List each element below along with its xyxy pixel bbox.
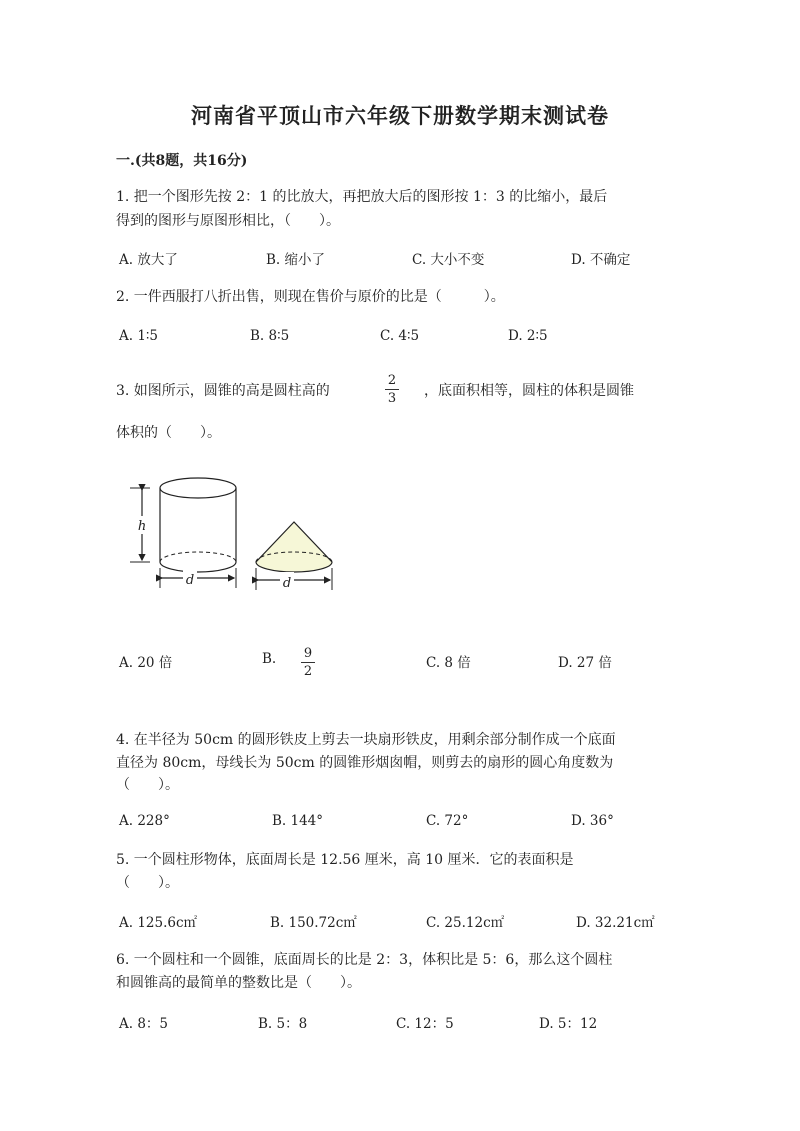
height-label: h	[137, 519, 147, 534]
question-5-option-c[interactable]: C. 25.12c㎡	[426, 915, 505, 931]
question-5-option-d[interactable]: D. 32.21c㎡	[576, 915, 655, 931]
fraction-bar	[301, 662, 315, 663]
question-5-line-1: 5. 一个圆柱形物体，底面周长是 12.56 厘米，高 10 厘米．它的表面积是	[116, 852, 574, 868]
question-3-line-1-after: ，底面积相等，圆柱的体积是圆锥	[424, 383, 634, 399]
question-3-option-b[interactable]: B.	[262, 651, 277, 667]
question-2-option-d[interactable]: D. 2∶5	[508, 328, 548, 344]
question-2-option-c[interactable]: C. 4∶5	[380, 328, 420, 344]
fraction-bar	[385, 389, 399, 390]
question-2-line-1: 2. 一件西服打八折出售，则现在售价与原价的比是（ ）。	[116, 289, 505, 305]
question-4-line-2: 直径为 80cm，母线长为 50cm 的圆锥形烟囱帽，则剪去的扇形的圆心角度数为	[116, 755, 614, 771]
question-4-line-3: （ ）。	[116, 777, 179, 793]
question-4-line-1: 4. 在半径为 50cm 的圆形铁皮上剪去一块扇形铁皮，用剩余部分制作成一个底面	[116, 732, 616, 748]
question-3-line-1-before: 3. 如图所示，圆锥的高是圆柱高的	[116, 383, 330, 399]
question-3-option-a[interactable]: A. 20 倍	[119, 655, 173, 671]
question-5-option-b[interactable]: B. 150.72c㎡	[270, 915, 357, 931]
question-6-line-1: 6. 一个圆柱和一个圆锥，底面周长的比是 2：3，体积比是 5：6，那么这个圆柱	[116, 952, 613, 968]
cone-shape	[256, 522, 332, 572]
question-3-fraction	[385, 373, 399, 406]
question-5-line-2: （ ）。	[116, 875, 179, 891]
question-1-option-a[interactable]: A. 放大了	[119, 252, 178, 268]
page-title: 河南省平顶山市六年级下册数学期末测试卷	[191, 103, 609, 128]
question-5-option-a[interactable]: A. 125.6c㎡	[119, 915, 198, 931]
fraction-numerator: 9	[303, 646, 313, 661]
question-6-option-a[interactable]: A. 8：5	[119, 1016, 169, 1032]
question-1-option-b[interactable]: B. 缩小了	[266, 252, 326, 268]
question-3-option-c[interactable]: C. 8 倍	[426, 655, 471, 671]
cylinder-shape	[160, 478, 236, 572]
fraction-denominator: 2	[303, 664, 313, 679]
question-1-line-1: 1. 把一个图形先按 2：1 的比放大，再把放大后的图形按 1：3 的比缩小，最后	[116, 189, 608, 205]
question-2-option-a[interactable]: A. 1∶5	[119, 328, 159, 344]
question-6-option-b[interactable]: B. 5：8	[258, 1016, 308, 1032]
question-2-option-b[interactable]: B. 8∶5	[250, 328, 290, 344]
cylinder-diameter-label: d	[185, 573, 195, 588]
question-1-option-c[interactable]: C. 大小不变	[412, 252, 485, 268]
question-6-line-2: 和圆锥高的最简单的整数比是（ ）。	[116, 975, 361, 991]
cylinder-diameter-arrow	[160, 568, 236, 588]
question-6-option-d[interactable]: D. 5：12	[539, 1016, 598, 1032]
section-heading: 一.(共8题，共16分)	[116, 153, 248, 169]
fraction-numerator: 2	[387, 373, 397, 388]
question-3-line-2: 体积的（ ）。	[116, 425, 221, 441]
question-4-option-d[interactable]: D. 36°	[571, 813, 614, 829]
question-4-option-b[interactable]: B. 144°	[272, 813, 324, 829]
question-6-option-c[interactable]: C. 12：5	[396, 1016, 454, 1032]
question-3-option-d[interactable]: D. 27 倍	[558, 655, 612, 671]
cylinder-cone-figure	[120, 470, 360, 600]
question-4-option-c[interactable]: C. 72°	[426, 813, 469, 829]
question-3-option-b-fraction	[301, 646, 315, 679]
question-1-option-d[interactable]: D. 不确定	[571, 252, 631, 268]
cone-diameter-label: d	[282, 576, 292, 591]
question-4-option-a[interactable]: A. 228°	[119, 813, 170, 829]
fraction-denominator: 3	[387, 391, 397, 406]
question-1-line-2: 得到的图形与原图形相比，（ ）。	[116, 213, 340, 229]
